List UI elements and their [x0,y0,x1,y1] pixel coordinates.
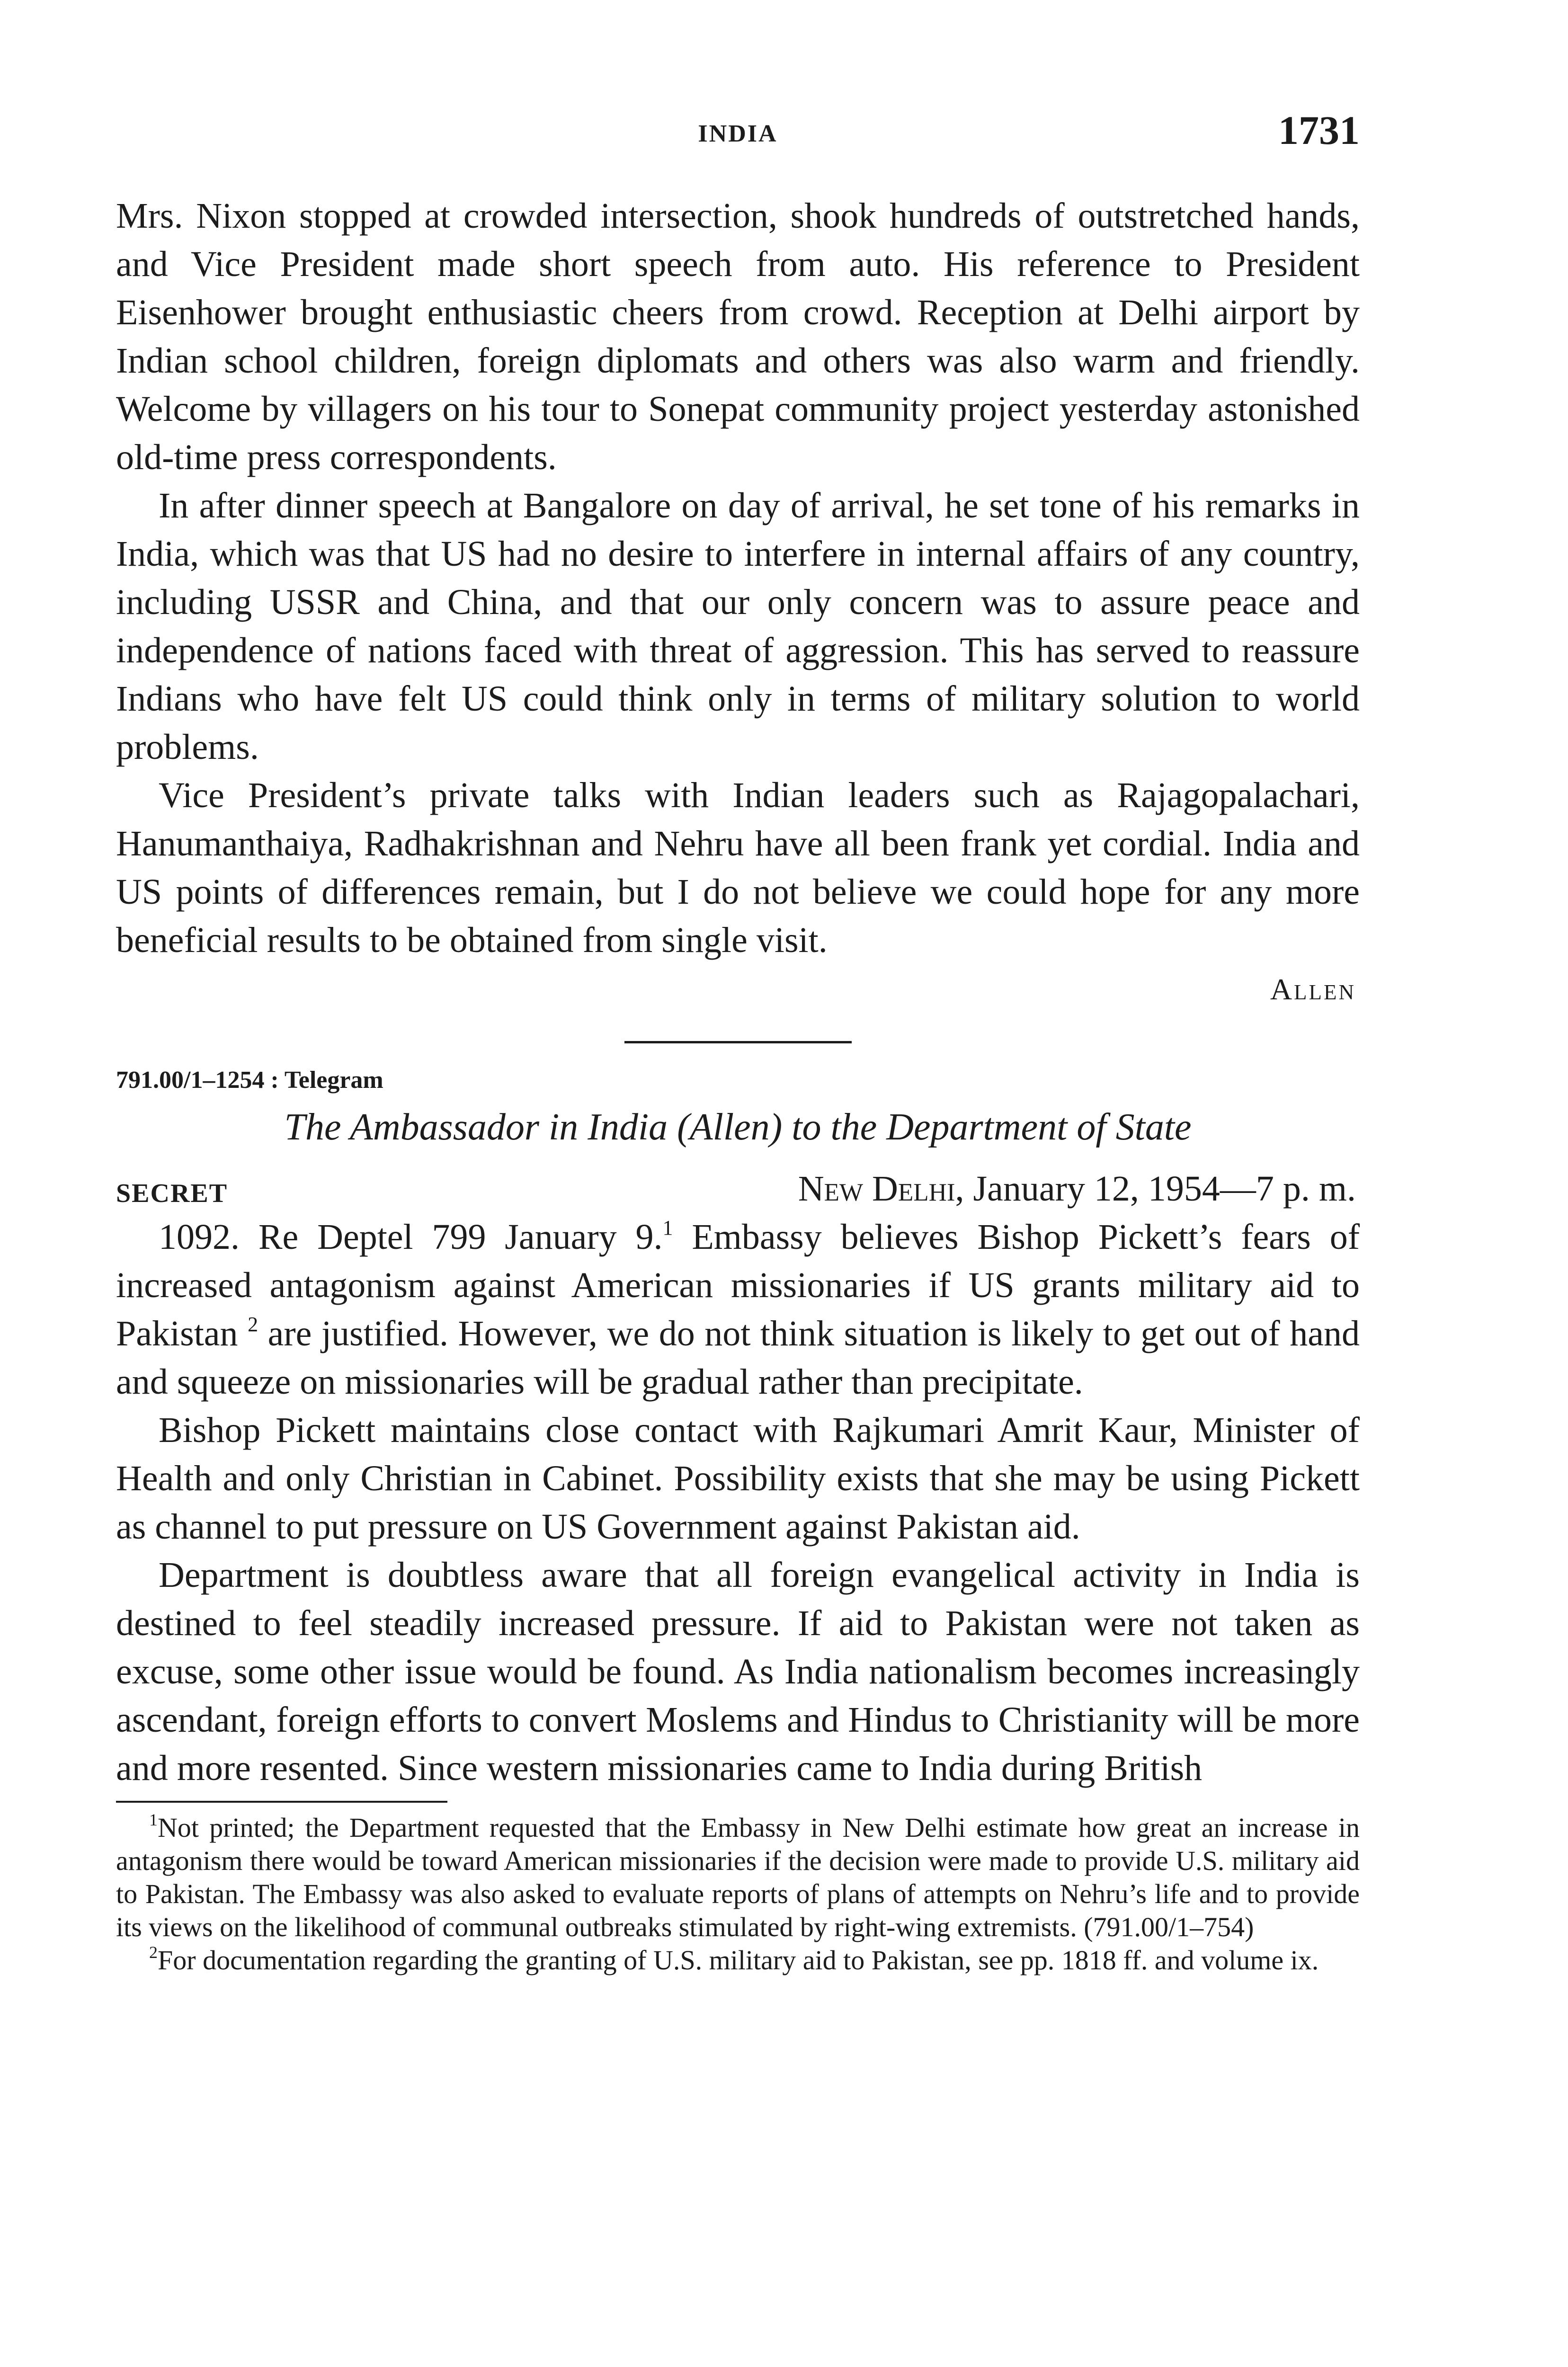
footnote-1 [116,1811,1360,1944]
footnote-2-text: For documentation regarding the granting of U.S. military aid to Pakistan, see pp. 1818 ff. and volume ix. [158,1945,1319,1975]
telegram-paragraph-3: Department is doubtless aware that all foreign evangelical activity in India is destined to feel steadily increased pressure. If aid to Pakistan were not taken as excuse, some other issue would be found. As India nationalism becomes increasingly ascendant, foreign efforts to convert Moslems and Hindus to Christianity will be more and more resented. Since western missionaries came to India during British [116,1555,1360,1788]
continuation-paragraph-3: Vice President’s private talks with Indian leaders such as Rajagopalachari, Hanumanthaiya, Radhakrishnan and Nehru have all been frank yet cordial. India and US points of differences remain, but I do not believe we could hope for any more beneficial results to be obtained from single visit. [116,775,1360,960]
telegram-paragraph-2: Bishop Pickett maintains close contact with Rajkumari Amrit Kaur, Minister of Health and only Christian in Cabinet. Possibility exists that she may be using Pickett as channel to put pressure on US Government against Pakistan aid. [116,1410,1360,1547]
footnote-1-marker: 1 [149,1810,158,1829]
running-head: INDIA [698,120,778,147]
telegram-para1-middle: Embassy believes Bishop Pickett’s fears of increased antagonism against American missionaries if US grants military aid to Pakistan [116,1217,1360,1353]
page-number: 1731 [1278,107,1360,153]
telegram-para1-end: are justified. However, we do not think situation is likely to get out of hand and squeeze on missionaries will be gradual rather than precipitate. [116,1314,1360,1402]
footnote-ref-2[interactable]: 2 [248,1313,258,1336]
body-text [116,192,1360,1977]
dateline [798,1165,1356,1213]
dateline-place: New Delhi, [798,1169,964,1209]
section-divider [624,1041,852,1043]
footnote-2 [116,1944,1360,1977]
classification-label: SECRET [116,1179,228,1208]
document-file-id: 791.00/1–1254 : Telegram [116,1067,383,1094]
page-header [116,107,1360,159]
telegram-paragraph-1 [116,1213,1360,1406]
footnote-2-marker: 2 [149,1943,158,1962]
continuation-paragraph-1: Mrs. Nixon stopped at crowded intersection, shook hundreds of outstretched hands, and Vice President made short speech from auto. His reference to President Eisenhower brought enthusiastic cheers from crowd. Reception at Delhi airport by Indian school children, foreign diplomats and others was also warm and friendly. Welcome by villagers on his tour to Sonepat community project yesterday astonished old-time press correspondents. [116,196,1360,477]
footnote-divider [116,1801,447,1803]
footnote-1-text: Not printed; the Department requested that the Embassy in New Delhi estimate how great an increase in antagonism there would be toward American missionaries if the decision were made to provide U.S. military aid to Pakistan. The Embassy was also asked to evaluate reports of plans of attempts on Nehru’s life and to provide its views on the likelihood of communal outbreaks stimulated by right-wing extremists. (791.00/1–754) [116,1812,1360,1942]
dateline-row [116,1165,1360,1212]
continuation-paragraph-2: In after dinner speech at Bangalore on day of arrival, he set tone of his remarks in India, which was that US had no desire to interfere in internal affairs of any country, including USSR and China, and that our only concern was to assure peace and independence of nations faced with threat of aggression. This has served to reassure Indians who have felt US could think only in terms of military solution to world problems. [116,486,1360,767]
dateline-date: January 12, 1954—7 p. m. [973,1169,1356,1209]
signature: Allen [1270,972,1356,1006]
telegram-para1-start: 1092. Re Deptel 799 January 9. [159,1217,663,1257]
footnote-ref-1[interactable]: 1 [662,1216,673,1239]
footnotes [116,1811,1360,1977]
document-title: The Ambassador in India (Allen) to the Department of State [284,1106,1192,1148]
